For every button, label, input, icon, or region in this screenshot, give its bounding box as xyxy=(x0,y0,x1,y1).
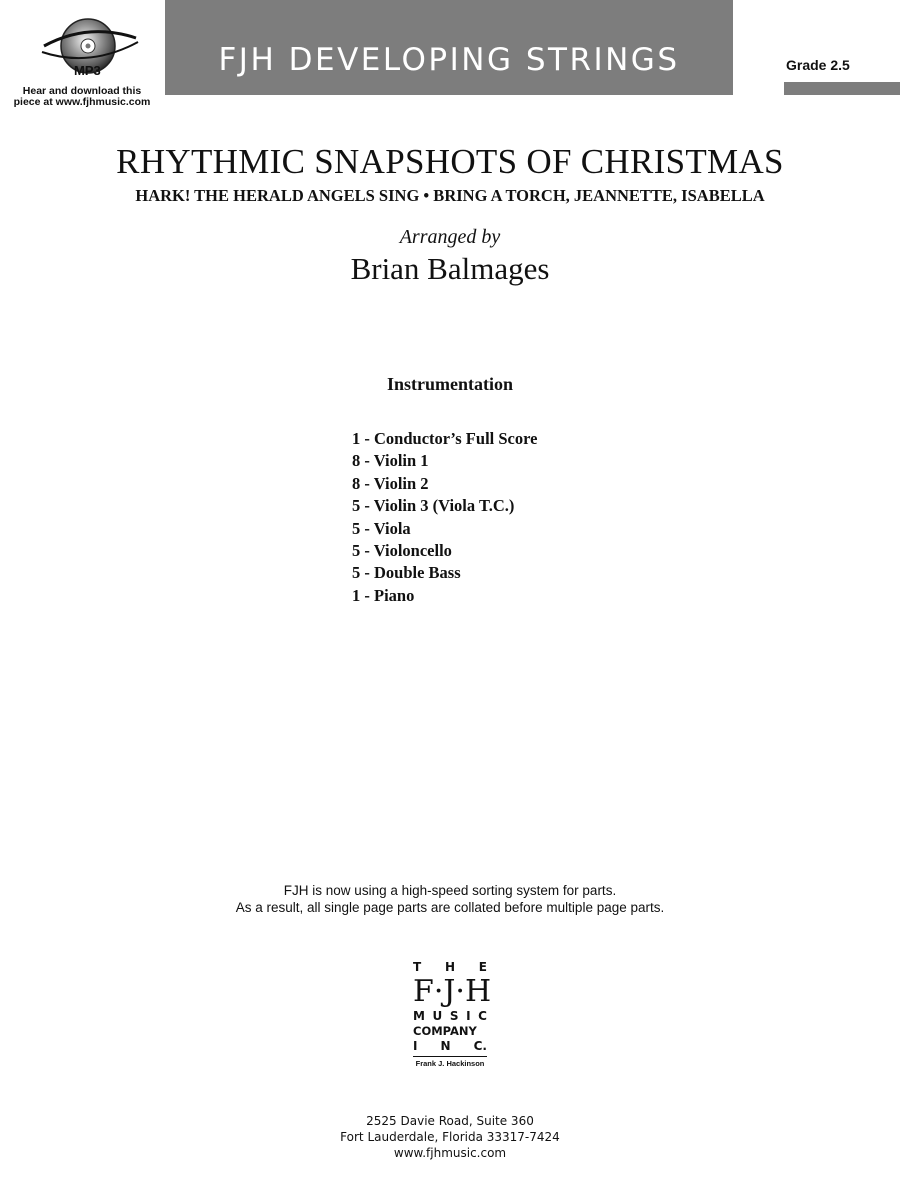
instrumentation-item: 8 - Violin 1 xyxy=(352,451,429,471)
mp3-badge xyxy=(0,0,170,112)
publisher-address xyxy=(0,1113,900,1161)
address-line2: Fort Lauderdale, Florida 33317-7424 xyxy=(340,1130,560,1144)
mp3-caption xyxy=(4,86,160,108)
mp3-caption-line2: piece at www.fjhmusic.com xyxy=(13,96,151,108)
logo-letter: · xyxy=(433,974,444,1009)
instrumentation-item: 5 - Violin 3 (Viola T.C.) xyxy=(352,496,515,516)
logo-letter: N xyxy=(440,1039,451,1053)
instrumentation-list xyxy=(352,428,537,607)
instrumentation-item: 5 - Violoncello xyxy=(352,541,452,561)
logo-letter: H xyxy=(444,960,456,974)
logo-letter: · xyxy=(455,974,465,1009)
sorting-notice xyxy=(0,882,900,916)
notice-line1: FJH is now using a high-speed sorting system for parts. xyxy=(283,883,617,898)
website-link[interactable]: www.fjhmusic.com xyxy=(393,1146,507,1160)
instrumentation-item: 1 - Conductor’s Full Score xyxy=(352,429,538,448)
logo-letter: C xyxy=(478,1009,487,1023)
mp3-caption-line1: Hear and download this xyxy=(22,85,142,97)
notice-line2: As a result, all single page parts are collated before multiple page parts. xyxy=(235,900,665,915)
instrumentation-item: 5 - Double Bass xyxy=(352,563,461,583)
logo-letter: C. xyxy=(473,1039,487,1053)
arranger-name: Brian Balmages xyxy=(350,251,550,286)
publisher-logo xyxy=(413,960,492,1070)
logo-music-row xyxy=(413,1009,487,1024)
logo-letter: J xyxy=(443,974,456,1009)
logo-letter: M xyxy=(413,1009,425,1023)
grade-label: Grade 2.5 xyxy=(786,57,850,73)
piece-subtitle: HARK! THE HERALD ANGELS SING • BRING A TORCH, JEANNETTE, ISABELLA xyxy=(135,186,765,205)
logo-the-row xyxy=(413,960,487,975)
logo-divider xyxy=(413,1056,487,1057)
series-title: FJH DEVELOPING STRINGS xyxy=(218,42,680,78)
instrumentation-heading: Instrumentation xyxy=(386,374,513,394)
logo-letter: H xyxy=(464,974,492,1009)
instrumentation-item: 1 - Piano xyxy=(352,585,415,605)
logo-company: COMPANY xyxy=(413,1024,477,1038)
mp3-label: MP3 xyxy=(74,63,101,78)
logo-letter: S xyxy=(449,1009,459,1023)
logo-fjh-row xyxy=(413,974,492,1009)
arranged-by-label: Arranged by xyxy=(399,226,501,248)
instrumentation-item: 5 - Viola xyxy=(352,518,411,538)
logo-letter: T xyxy=(413,960,422,974)
logo-letter: I xyxy=(413,1039,418,1053)
address-line1: 2525 Davie Road, Suite 360 xyxy=(366,1114,534,1128)
logo-owner: Frank J. Hackinson xyxy=(415,1059,485,1068)
logo-letter: F xyxy=(413,974,434,1009)
mp3-disc-icon xyxy=(40,16,140,88)
grade-bar xyxy=(784,82,900,95)
logo-letter: U xyxy=(432,1009,443,1023)
instrumentation-item: 8 - Violin 2 xyxy=(352,473,429,493)
logo-letter: E xyxy=(478,960,487,974)
series-band xyxy=(165,0,733,95)
piece-title: RHYTHMIC SNAPSHOTS OF CHRISTMAS xyxy=(116,142,784,181)
logo-letter: I xyxy=(466,1009,471,1023)
logo-inc-row xyxy=(413,1039,487,1054)
